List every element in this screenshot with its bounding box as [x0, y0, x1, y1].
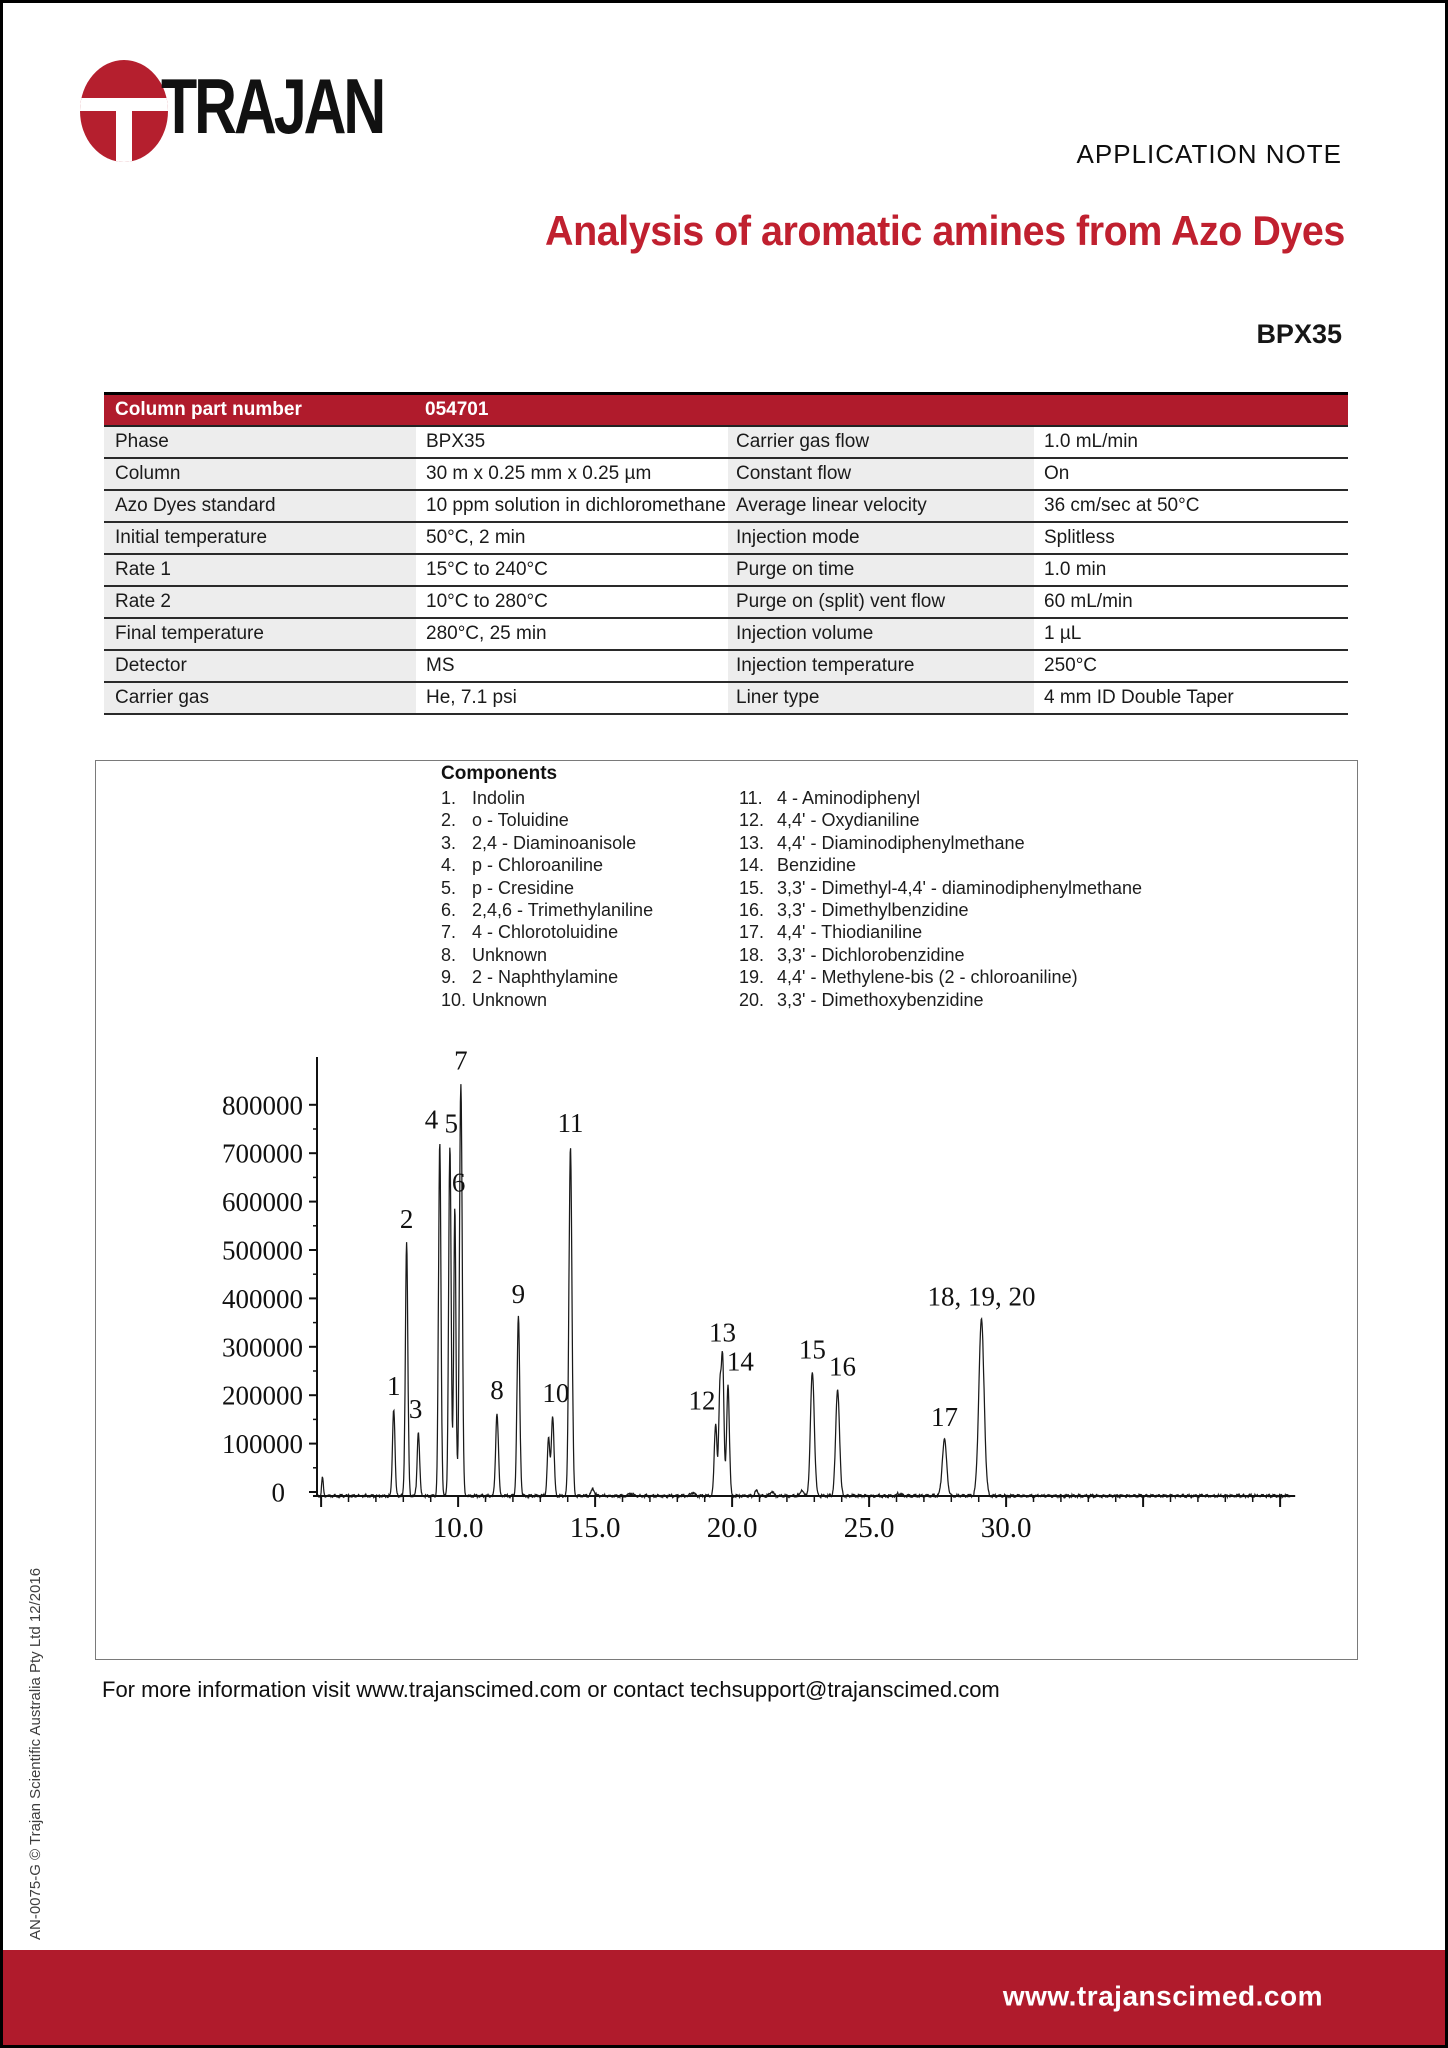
- params-rows: [104, 427, 1348, 715]
- component-name: p - Chloroaniline: [472, 855, 604, 876]
- component-number: 5.: [441, 877, 457, 898]
- component-name: 2,4,6 - Trimethylaniline: [472, 899, 654, 920]
- component-number: 3.: [441, 832, 457, 853]
- component-name: 4,4' - Methylene-bis (2 - chloroaniline): [777, 967, 1078, 988]
- y-tick-label: 800000: [222, 1090, 303, 1121]
- param-label: Rate 1: [104, 555, 416, 585]
- param-value: Splitless: [1041, 523, 1348, 553]
- component-name: 3,3' - Dimethylbenzidine: [777, 899, 969, 920]
- subtitle-bpx35: BPX35: [1256, 319, 1342, 349]
- component-name: Indolin: [472, 788, 526, 808]
- param-label: Final temperature: [104, 619, 416, 649]
- component-name: Benzidine: [777, 855, 857, 876]
- param-label: Column: [104, 459, 416, 489]
- x-tick-label: 20.0: [706, 1512, 758, 1544]
- param-value: 36 cm/sec at 50°C: [1041, 491, 1348, 521]
- footer-url: www.trajanscimed.com: [1002, 1980, 1323, 2012]
- param-row: [104, 523, 1348, 555]
- peak-label: 14: [726, 1346, 754, 1377]
- component-number: 7.: [441, 922, 457, 943]
- y-tick-label: 0: [271, 1477, 285, 1508]
- param-value: 1 µL: [1041, 619, 1348, 649]
- component-number: 18.: [739, 944, 765, 965]
- peak-label: 2: [399, 1203, 414, 1234]
- peak-label: 16: [829, 1351, 857, 1382]
- logo-t-stem: [116, 110, 132, 162]
- peak-label: 5: [444, 1108, 459, 1139]
- param-label: Purge on time: [728, 555, 1034, 585]
- param-value: He, 7.1 psi: [422, 683, 722, 713]
- doc-type-label: APPLICATION NOTE: [1076, 139, 1342, 169]
- param-value: MS: [422, 651, 722, 681]
- component-number: 4.: [441, 855, 457, 876]
- param-label: Purge on (split) vent flow: [728, 587, 1034, 617]
- component-name: 4,4' - Oxydianiline: [777, 810, 920, 831]
- peak-label: 8: [490, 1374, 504, 1405]
- x-tick-label: 25.0: [843, 1512, 895, 1544]
- param-value: 60 mL/min: [1041, 587, 1348, 617]
- component-number: 8.: [441, 944, 457, 965]
- component-number: 20.: [739, 989, 765, 1010]
- component-name: 2,4 - Diaminoanisole: [472, 832, 637, 853]
- params-table: [104, 392, 1348, 715]
- y-tick-label: 400000: [222, 1283, 303, 1314]
- peak-label: 18, 19, 20: [927, 1281, 1036, 1312]
- y-tick-label: 300000: [222, 1332, 303, 1363]
- param-value: 4 mm ID Double Taper: [1041, 683, 1348, 713]
- component-name: 3,3' - Dimethoxybenzidine: [777, 989, 984, 1010]
- peak-label: 15: [798, 1334, 826, 1365]
- param-row: [104, 459, 1348, 491]
- component-name: o - Toluidine: [472, 810, 569, 831]
- component-number: 16.: [739, 899, 765, 920]
- footer-bar: [3, 1950, 1445, 2045]
- y-tick-label: 500000: [222, 1235, 303, 1266]
- peak-label: 6: [451, 1167, 466, 1198]
- component-number: 19.: [739, 967, 765, 988]
- param-row: [104, 587, 1348, 619]
- component-name: 2 - Naphthylamine: [472, 967, 619, 988]
- component-name: Unknown: [472, 989, 548, 1010]
- param-value: 250°C: [1041, 651, 1348, 681]
- x-tick-label: 10.0: [432, 1512, 484, 1544]
- component-name: 4,4' - Thiodianiline: [777, 922, 923, 943]
- param-label: Phase: [104, 427, 416, 457]
- component-number: 11.: [739, 788, 763, 808]
- param-row: [104, 683, 1348, 715]
- peak-label: 1: [386, 1370, 401, 1401]
- param-label: Carrier gas: [104, 683, 416, 713]
- param-label: Constant flow: [728, 459, 1034, 489]
- header-label: Column part number: [115, 399, 302, 420]
- param-label: Carrier gas flow: [728, 427, 1034, 457]
- param-value: 10 ppm solution in dichloromethane: [422, 491, 722, 521]
- component-name: 4,4' - Diaminodiphenylmethane: [777, 832, 1025, 853]
- chromatogram-svg: [96, 761, 1357, 1659]
- component-number: 14.: [739, 855, 765, 876]
- y-tick-label: 600000: [222, 1187, 303, 1218]
- peak-label: 11: [557, 1108, 584, 1139]
- components-title: Components: [441, 763, 558, 784]
- peak-label: 12: [688, 1385, 716, 1416]
- param-value: 50°C, 2 min: [422, 523, 722, 553]
- param-label: Injection temperature: [728, 651, 1034, 681]
- param-value: BPX35: [422, 427, 722, 457]
- info-line: For more information visit www.trajanscimed.com or contact techsupport@trajanscimed.com: [102, 1677, 1000, 1702]
- param-value: 1.0 min: [1041, 555, 1348, 585]
- x-tick-label: 15.0: [569, 1512, 621, 1544]
- y-tick-label: 100000: [222, 1429, 303, 1460]
- y-tick-label: 200000: [222, 1380, 303, 1411]
- param-label: Injection mode: [728, 523, 1034, 553]
- peak-label: 17: [930, 1401, 958, 1432]
- peak-label: 9: [511, 1278, 526, 1309]
- param-label: Injection volume: [728, 619, 1034, 649]
- peak-label: 3: [408, 1394, 423, 1425]
- param-row: [104, 555, 1348, 587]
- param-row: [104, 491, 1348, 523]
- component-number: 17.: [739, 922, 765, 943]
- figure-panel: [95, 760, 1358, 1660]
- peak-label: 4: [424, 1104, 439, 1135]
- component-name: p - Cresidine: [472, 877, 575, 898]
- page-title: Analysis of aromatic amines from Azo Dyes: [545, 207, 1345, 254]
- component-number: 13.: [739, 832, 765, 853]
- param-value: 10°C to 280°C: [422, 587, 722, 617]
- param-value: 15°C to 240°C: [422, 555, 722, 585]
- y-tick-label: 700000: [222, 1138, 303, 1169]
- param-row: [104, 427, 1348, 459]
- param-row: [104, 619, 1348, 651]
- param-value: On: [1041, 459, 1348, 489]
- peak-label: 13: [709, 1317, 737, 1348]
- component-name: 4 - Chlorotoluidine: [472, 922, 619, 943]
- x-tick-label: 30.0: [980, 1512, 1032, 1544]
- param-label: Azo Dyes standard: [104, 491, 416, 521]
- component-number: 2.: [441, 810, 457, 831]
- param-label: Liner type: [728, 683, 1034, 713]
- peak-label: 7: [454, 1045, 468, 1076]
- param-value: 280°C, 25 min: [422, 619, 722, 649]
- component-number: 10.: [441, 989, 467, 1010]
- sidebar-note: AN-0075-G © Trajan Scientific Australia Pty Ltd 12/2016: [27, 1567, 44, 1940]
- peak-label: 10: [542, 1378, 570, 1409]
- trajan-t-oval-icon: [80, 60, 168, 162]
- component-name: 3,3' - Dimethyl-4,4' - diaminodiphenylmethane: [777, 877, 1143, 898]
- param-label: Average linear velocity: [728, 491, 1034, 521]
- param-label: Initial temperature: [104, 523, 416, 553]
- logo-wordmark: TRAJAN: [161, 62, 384, 150]
- component-number: 12.: [739, 810, 765, 831]
- component-number: 9.: [441, 967, 457, 988]
- header-value: 054701: [425, 399, 489, 420]
- component-name: 3,3' - Dichlorobenzidine: [777, 944, 965, 965]
- component-number: 1.: [441, 788, 457, 808]
- chromatogram-trace: [317, 1084, 1291, 1497]
- param-value: 30 m x 0.25 mm x 0.25 µm: [422, 459, 722, 489]
- component-name: Unknown: [472, 944, 548, 965]
- param-row: [104, 651, 1348, 683]
- component-number: 6.: [441, 899, 457, 920]
- params-header-row: [104, 395, 1348, 427]
- param-value: 1.0 mL/min: [1041, 427, 1348, 457]
- component-number: 15.: [739, 877, 765, 898]
- param-label: Rate 2: [104, 587, 416, 617]
- component-name: 4 - Aminodiphenyl: [777, 788, 921, 808]
- param-label: Detector: [104, 651, 416, 681]
